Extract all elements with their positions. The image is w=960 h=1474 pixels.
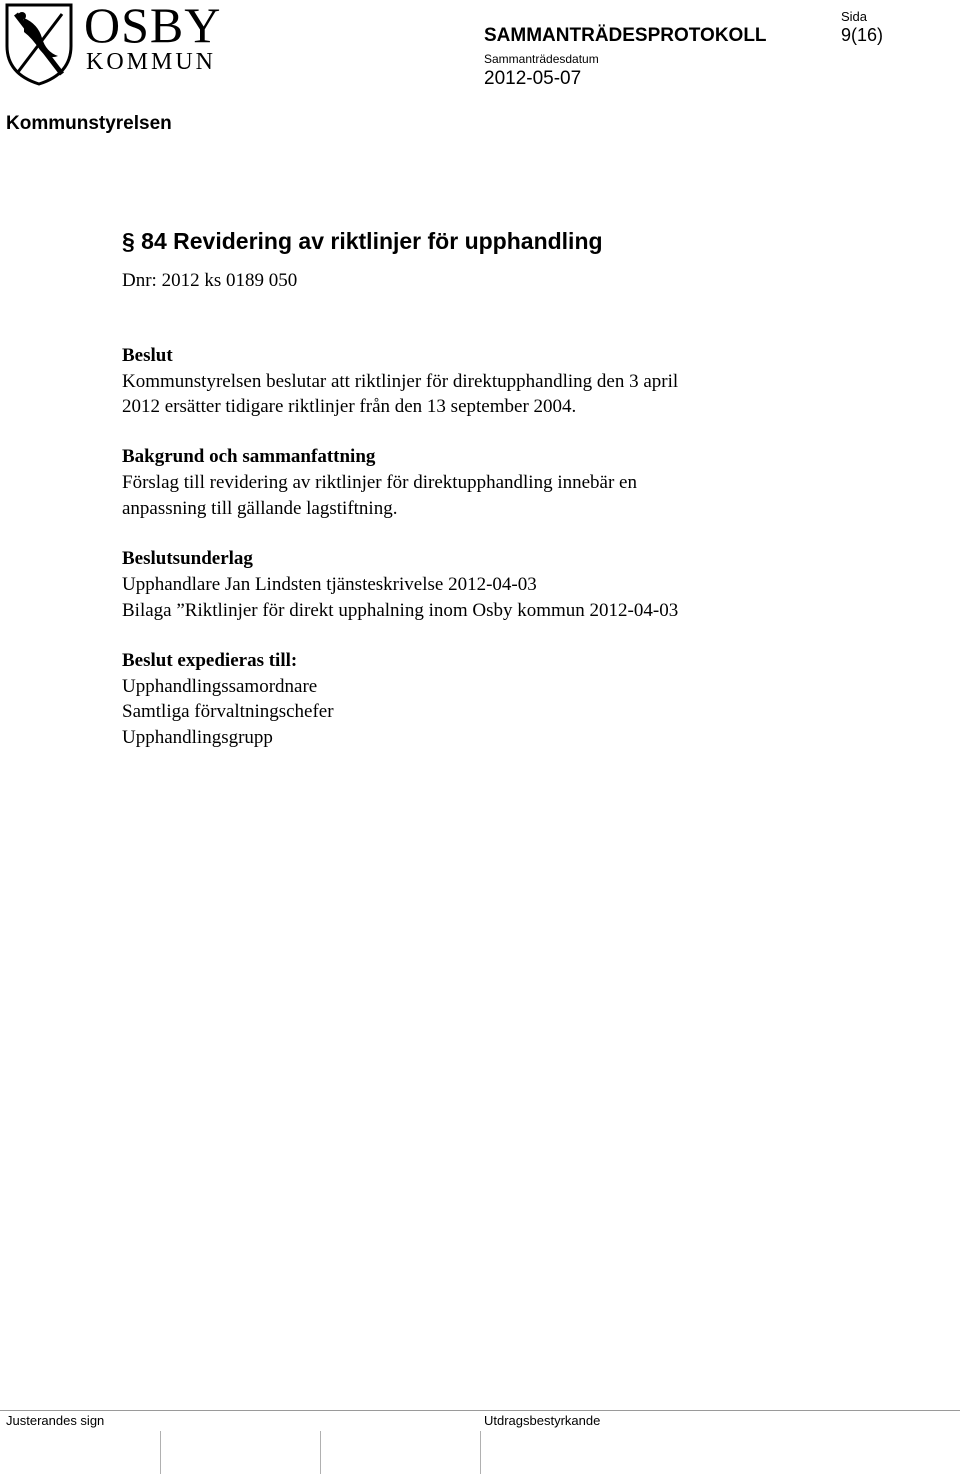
- distribution-recipient: Samtliga förvaltningschefer: [122, 701, 334, 722]
- section-title: § 84 Revidering av riktlinjer för upphandling: [122, 228, 603, 254]
- document-type: SAMMANTRÄDESPROTOKOLL: [484, 25, 767, 46]
- decision-line: Kommunstyrelsen beslutar att riktlinjer för direktupphandling den 3 april: [122, 371, 679, 392]
- decision-basis-line: Bilaga ”Riktlinjer för direkt upphalning inom Osby kommun 2012-04-03: [122, 600, 679, 621]
- distribution-heading: Beslut expedieras till:: [122, 650, 298, 671]
- decision-line: 2012 ersätter tidigare riktlinjer från den 13 september 2004.: [122, 396, 577, 417]
- distribution-recipient: Upphandlingssamordnare: [122, 676, 318, 697]
- decision-heading: Beslut: [122, 345, 173, 366]
- meeting-date: 2012-05-07: [484, 68, 582, 89]
- signature-box-divider: [320, 1431, 321, 1474]
- signature-box-divider: [480, 1431, 481, 1474]
- osby-coat-of-arms-logo: [4, 2, 74, 86]
- decision-basis-line: Upphandlare Jan Lindsten tjänsteskrivelse 2012-04-03: [122, 574, 537, 595]
- distribution-recipient: Upphandlingsgrupp: [122, 727, 273, 748]
- footer-divider: [0, 1410, 960, 1411]
- logo-wordmark: OSBY: [84, 0, 222, 53]
- background-line: anpassning till gällande lagstiftning.: [122, 498, 398, 519]
- logo-subtitle: KOMMUN: [86, 49, 217, 75]
- background-heading: Bakgrund och sammanfattning: [122, 446, 376, 467]
- committee-name: Kommunstyrelsen: [6, 113, 172, 134]
- extract-certification-label: Utdragsbestyrkande: [484, 1413, 601, 1428]
- signature-box-divider: [160, 1431, 161, 1474]
- decision-basis-heading: Beslutsunderlag: [122, 548, 253, 569]
- page-label: Sida: [841, 9, 868, 24]
- adjuster-signature-label: Justerandes sign: [6, 1413, 105, 1428]
- page-number: 9(16): [841, 25, 884, 45]
- background-line: Förslag till revidering av riktlinjer för direktupphandling innebär en: [122, 472, 637, 493]
- meeting-date-label: Sammanträdesdatum: [484, 52, 599, 66]
- diary-number: Dnr: 2012 ks 0189 050: [122, 270, 298, 291]
